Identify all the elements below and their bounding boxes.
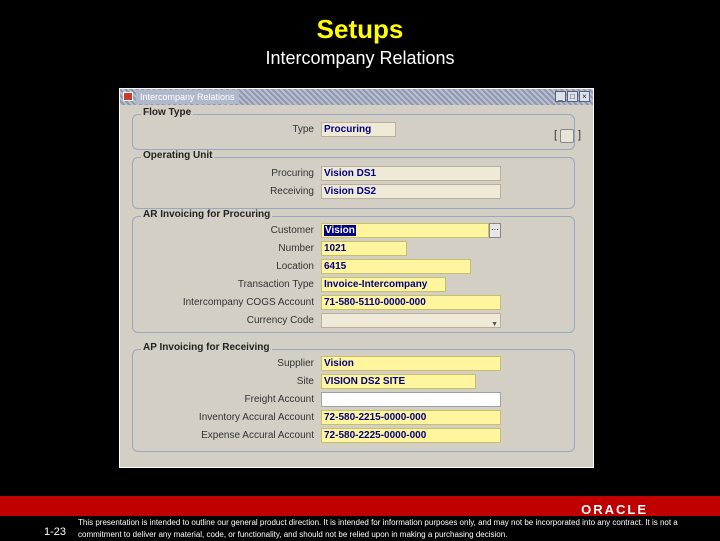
window-titlebar[interactable] — [120, 89, 593, 105]
number-field[interactable]: 1021 — [321, 241, 407, 256]
customer-field[interactable] — [321, 223, 489, 238]
oracle-logo: ORACLE — [581, 502, 648, 517]
site-field[interactable]: VISION DS2 SITE — [321, 374, 476, 389]
flow-type-checkbox[interactable] — [560, 129, 574, 143]
type-label: Type — [292, 124, 314, 135]
transaction-type-label: Transaction Type — [237, 279, 314, 290]
minimize-icon[interactable]: _ — [555, 91, 566, 102]
customer-label: Customer — [270, 225, 314, 236]
receiving-label: Receiving — [270, 186, 314, 197]
slide-subtitle: Intercompany Relations — [265, 48, 455, 68]
procuring-field[interactable]: Vision DS1 — [321, 166, 501, 181]
inventory-accrual-label: Inventory Accural Account — [198, 412, 314, 423]
operating-unit-group — [132, 150, 575, 209]
disclaimer-text: This presentation is intended to outline our general product direction. It is intended for information purposes only, and may not be incorporated into any contract. It is not a commitment to deliver any material, code, or functionality, and should not be relied upon in making a purchasing decision. — [78, 518, 678, 539]
ar-invoicing-group-label: AR Invoicing for Procuring — [143, 209, 271, 220]
currency-code-select[interactable] — [321, 313, 501, 328]
operating-unit-group-label: Operating Unit — [143, 150, 213, 161]
inventory-accrual-field[interactable]: 72-580-2215-0000-000 — [321, 410, 501, 425]
intercompany-relations-window — [119, 88, 594, 468]
expense-accrual-field[interactable]: 72-580-2225-0000-000 — [321, 428, 501, 443]
number-label: Number — [278, 243, 314, 254]
window-title: Intercompany Relations — [136, 90, 239, 104]
procuring-label: Procuring — [271, 168, 314, 179]
ap-invoicing-group-label: AP Invoicing for Receiving — [143, 342, 270, 353]
type-field[interactable]: Procuring — [321, 122, 396, 137]
checkbox-bracket-left: [ — [554, 129, 558, 141]
currency-code-label: Currency Code — [246, 315, 314, 326]
oracle-form-icon — [123, 92, 133, 101]
checkbox-bracket-right: ] — [578, 129, 582, 141]
supplier-label: Supplier — [277, 358, 314, 369]
freight-account-label: Freight Account — [244, 394, 314, 405]
customer-value: Vision — [325, 225, 355, 236]
location-field[interactable]: 6415 — [321, 259, 471, 274]
location-label: Location — [276, 261, 314, 272]
flow-type-group-label: Flow Type — [143, 107, 192, 118]
maximize-icon[interactable]: □ — [567, 91, 578, 102]
transaction-type-field[interactable]: Invoice-Intercompany — [321, 277, 446, 292]
customer-lov-button[interactable]: ··· — [489, 223, 501, 238]
receiving-field[interactable]: Vision DS2 — [321, 184, 501, 199]
close-icon[interactable]: × — [579, 91, 590, 102]
slide-title: Setups — [316, 14, 404, 44]
expense-accrual-label: Expense Accural Account — [201, 430, 314, 441]
site-label: Site — [296, 376, 314, 387]
page-number: 1-23 — [44, 526, 67, 538]
cogs-account-label: Intercompany COGS Account — [182, 297, 314, 308]
cogs-account-field[interactable]: 71-580-5110-0000-000 — [321, 295, 501, 310]
freight-account-field[interactable] — [321, 392, 501, 407]
supplier-field[interactable]: Vision — [321, 356, 501, 371]
dropdown-arrow-icon: ▼ — [491, 321, 498, 328]
